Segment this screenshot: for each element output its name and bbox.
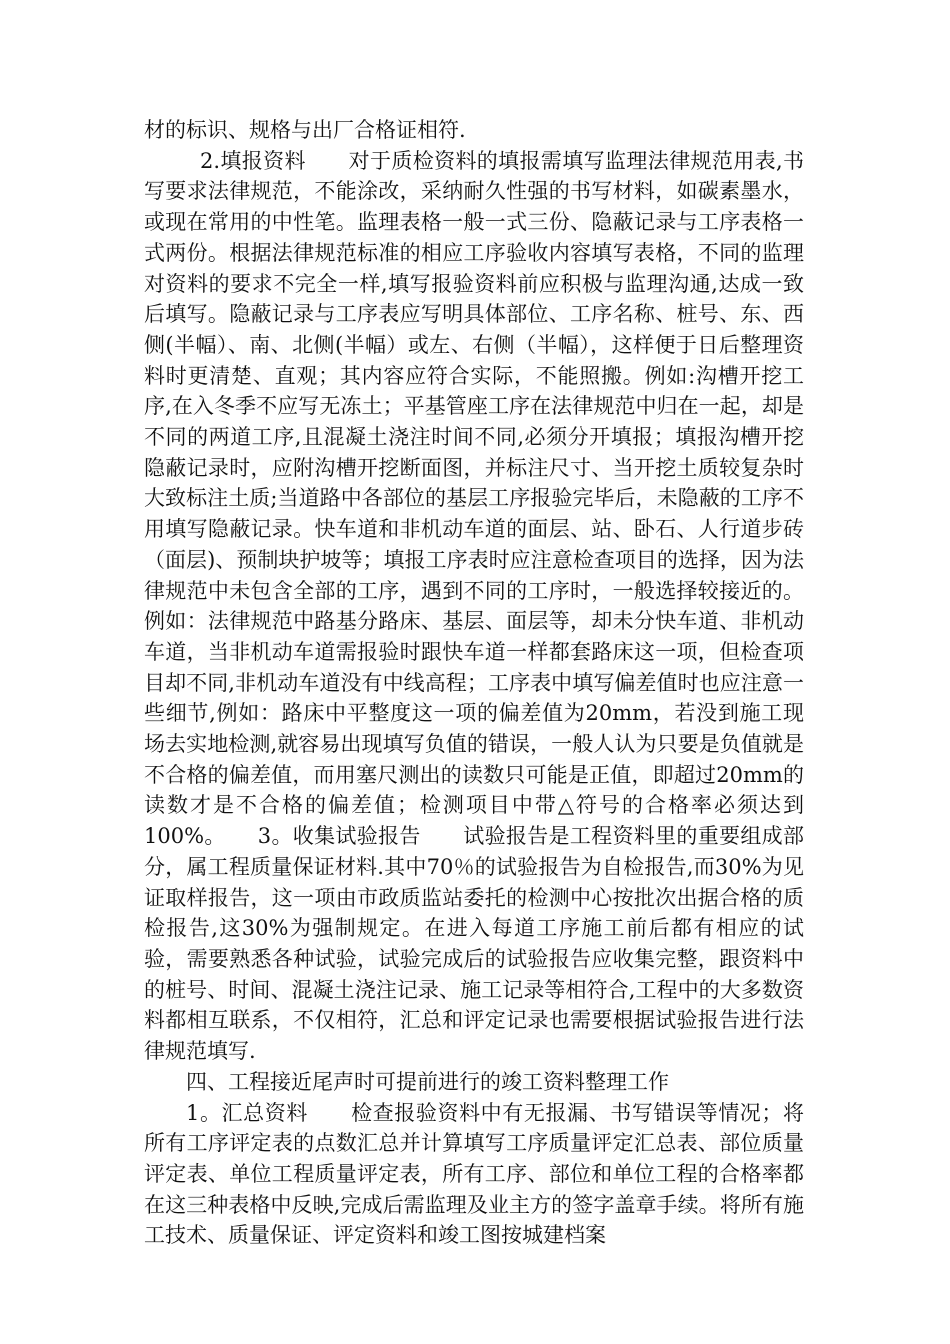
paragraph-fill-report: 2.填报资料 对于质检资料的填报需填写监理法律规范用表,书写要求法律规范，不能涂改，采纳耐久性强的书写材料，如碳素墨水，或现在常用的中性笔。监理表格一般一式三份、隐蔽记录与工序表格一式两份。根据法律规范标准的相应工序验收内容填写表格，不同的监理对资料的要求不完全一样,填写报验资料前应积极与监理沟通,达成一致后填写。隐蔽记录与工序表应写明具体部位、工序名称、桩号、东、西侧(半幅）、南、北侧(半幅）或左、右侧（半幅），这样便于日后整理资料时更清楚、直观；其内容应符合实际，不能照搬。例如:沟槽开挖工序,在入冬季不应写无冻土；平基管座工序在法律规范中归在一起，却是不同的两道工序,且混凝土浇注时间不同,必须分开填报；填报沟槽开挖隐蔽记录时，应附沟槽开挖断面图，并标注尺寸、当开挖土质较复杂时大致标注土质;当道路中各部位的基层工序报验完毕后，未隐蔽的工序不用填写隐蔽记录。快车道和非机动车道的面层、站、卧石、人行道步砖（面层)、预制块护坡等；填报工序表时应注意检查项目的选择，因为法律规范中未包含全部的工序，遇到不同的工序时，一般选择较接近的。例如：法律规范中路基分路床、基层、面层等，却未分快车道、非机动车道，当非机动车道需报验时跟快车道一样都套路床这一项，但检查项目却不同,非机动车道没有中线高程；工序表中填写偏差值时也应注意一些细节,例如：路床中平整度这一项的偏差值为20mm，若没到施工现场去实地检测,就容易出现填写负值的错误，一般人认为只要是负值就是不合格的偏差值，而用塞尺测出的读数只可能是正值，即超过20mm的读数才是不合格的偏差值；检测项目中带△符号的合格率必须达到100%。 3。收集试验报告 试验报告是工程资料里的重要组成部分，属工程质量保证材料.其中70％的试验报告为自检报告,而30%为见证取样报告，这一项由市政质监站委托的检测中心按批次出据合格的质检报告,这30%为强制规定。在进入每道工序施工前后都有相应的试验，需要熟悉各种试验，试验完成后的试验报告应收集完整，跟资料中的桩号、时间、混凝土浇注记录、施工记录等相符合,工程中的大多数资料都相互联系，不仅相符，汇总和评定记录也需要根据试验报告进行法律规范填写. — [144, 148, 804, 1064]
document-body — [144, 115, 804, 1251]
section-heading-four: 四、工程接近尾声时可提前进行的竣工资料整理工作 — [186, 1069, 669, 1094]
paragraph-continuation: 材的标识、规格与出厂合格证相符. — [144, 118, 466, 142]
paragraph-summary-data: 1。汇总资料 检查报验资料中有无报漏、书写错误等情况；将所有工序评定表的点数汇总并计算填写工序质量评定汇总表、部位质量评定表、单位工程质量评定表，所有工序、部位和单位工程的合格率都在这三种表格中反映,完成后需监理及业主方的签字盖章手续。将所有施工技术、质量保证、评定资料和竣工图按城建档案 — [144, 1100, 804, 1248]
